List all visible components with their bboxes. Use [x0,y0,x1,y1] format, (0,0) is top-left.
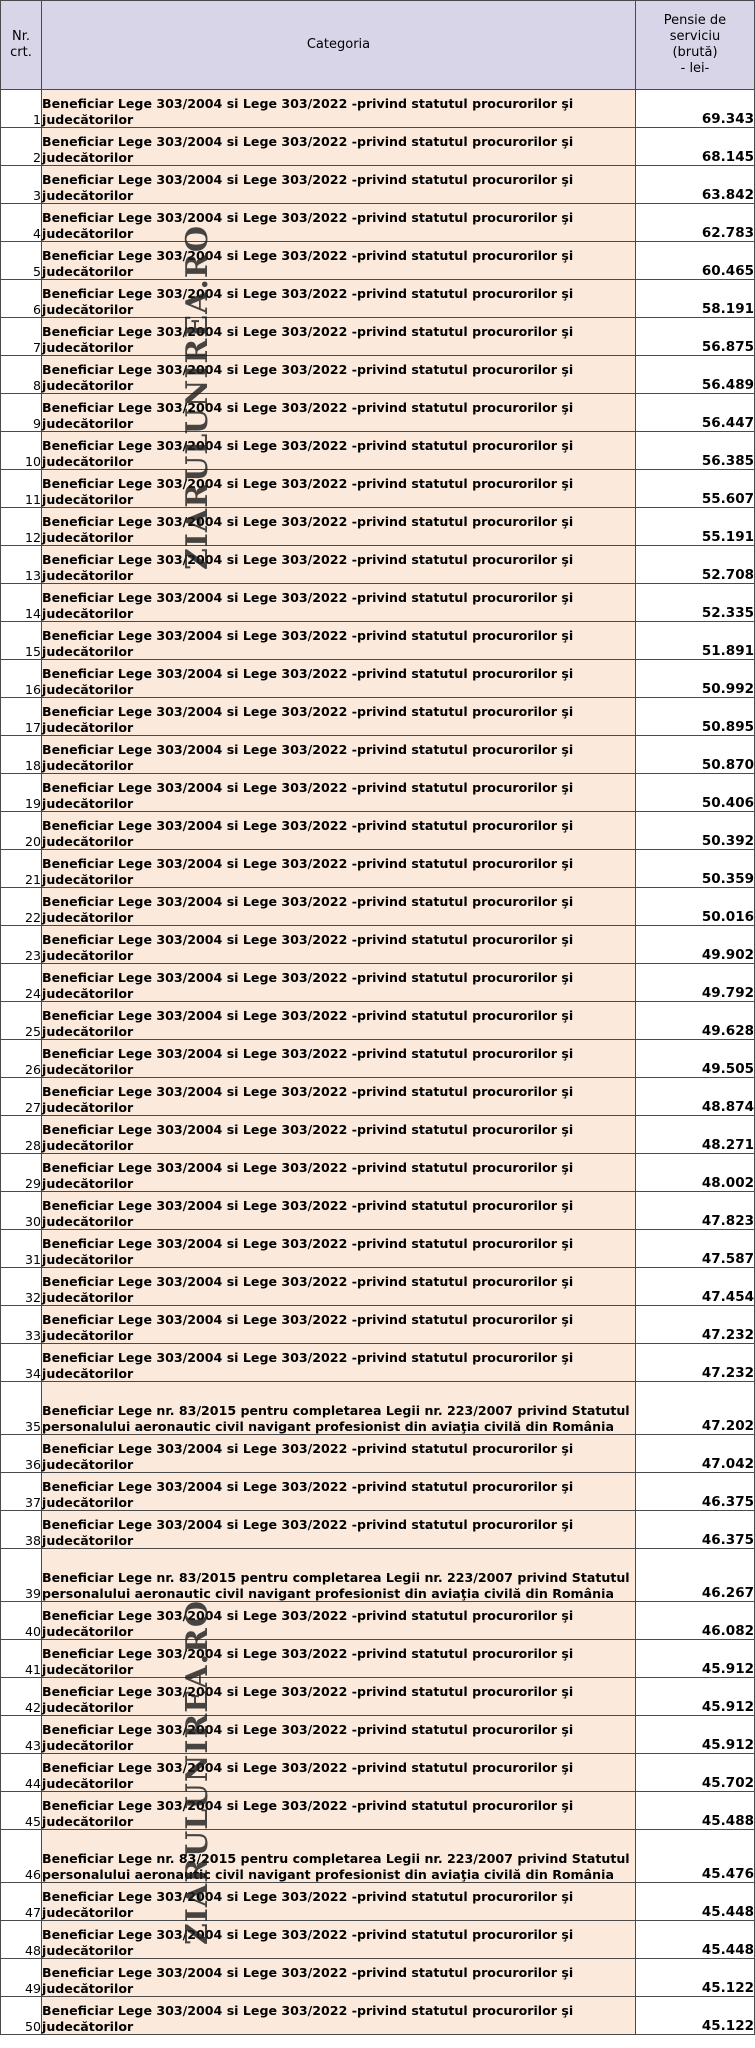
row-category: Beneficiar Lege 303/2004 si Lege 303/2022 -privind statutul procurorilor şi judecătorilor [42,926,636,964]
row-category: Beneficiar Lege 303/2004 si Lege 303/2022 -privind statutul procurorilor şi judecătorilor [42,508,636,546]
row-number: 47 [1,1883,42,1921]
row-pension-value: 45.448 [636,1921,755,1959]
row-category: Beneficiar Lege 303/2004 si Lege 303/2022 -privind statutul procurorilor şi judecătorilor [42,1921,636,1959]
table-row [1,1306,755,1344]
header-category [42,1,636,90]
row-number: 42 [1,1678,42,1716]
row-category: Beneficiar Lege 303/2004 si Lege 303/2022 -privind statutul procurorilor şi judecătorilor [42,356,636,394]
row-number: 28 [1,1116,42,1154]
table-row [1,318,755,356]
row-number: 39 [1,1549,42,1602]
row-number: 23 [1,926,42,964]
row-pension-value: 69.343 [636,90,755,128]
row-category: Beneficiar Lege 303/2004 si Lege 303/2022 -privind statutul procurorilor şi judecătorilor [42,774,636,812]
table-row [1,280,755,318]
table-row [1,508,755,546]
row-category: Beneficiar Lege 303/2004 si Lege 303/2022 -privind statutul procurorilor şi judecătorilor [42,1640,636,1678]
watermark-upper: ZIARULUNIREA.RO [180,225,215,570]
table-row [1,1002,755,1040]
row-pension-value: 55.607 [636,470,755,508]
row-category: Beneficiar Lege 303/2004 si Lege 303/2022 -privind statutul procurorilor şi judecătorilor [42,1002,636,1040]
row-pension-value: 47.042 [636,1435,755,1473]
row-number: 32 [1,1268,42,1306]
table-row [1,1473,755,1511]
table-row [1,1678,755,1716]
row-pension-value: 45.488 [636,1792,755,1830]
row-number: 36 [1,1435,42,1473]
row-category: Beneficiar Lege 303/2004 si Lege 303/2022 -privind statutul procurorilor şi judecătorilor [42,1268,636,1306]
row-pension-value: 60.465 [636,242,755,280]
row-number: 35 [1,1382,42,1435]
table-row [1,1716,755,1754]
row-category: Beneficiar Lege 303/2004 si Lege 303/2022 -privind statutul procurorilor şi judecătorilor [42,584,636,622]
row-category: Beneficiar Lege 303/2004 si Lege 303/2022 -privind statutul procurorilor şi judecătorilor [42,1792,636,1830]
row-pension-value: 45.448 [636,1883,755,1921]
row-category: Beneficiar Lege 303/2004 si Lege 303/2022 -privind statutul procurorilor şi judecătorilor [42,964,636,1002]
row-pension-value: 45.912 [636,1716,755,1754]
row-pension-value: 45.122 [636,1997,755,2035]
row-category: Beneficiar Lege 303/2004 si Lege 303/2022 -privind statutul procurorilor şi judecătorilor [42,394,636,432]
row-number: 8 [1,356,42,394]
row-pension-value: 49.505 [636,1040,755,1078]
row-number: 6 [1,280,42,318]
table-row [1,470,755,508]
table-row [1,774,755,812]
header-pension [636,1,755,90]
row-pension-value: 56.385 [636,432,755,470]
table-row [1,622,755,660]
row-number: 2 [1,128,42,166]
row-pension-value: 55.191 [636,508,755,546]
table-row [1,584,755,622]
row-number: 41 [1,1640,42,1678]
header-nr-crt [1,1,42,90]
row-category: Beneficiar Lege 303/2004 si Lege 303/2022 -privind statutul procurorilor şi judecătorilor [42,1078,636,1116]
row-category: Beneficiar Lege 303/2004 si Lege 303/2022 -privind statutul procurorilor şi judecătorilor [42,1997,636,2035]
row-number: 14 [1,584,42,622]
table-row [1,1040,755,1078]
row-number: 48 [1,1921,42,1959]
row-number: 4 [1,204,42,242]
table-row [1,1959,755,1997]
table-row [1,1192,755,1230]
table-row [1,736,755,774]
row-category: Beneficiar Lege 303/2004 si Lege 303/2022 -privind statutul procurorilor şi judecătorilor [42,1511,636,1549]
row-category: Beneficiar Lege 303/2004 si Lege 303/2022 -privind statutul procurorilor şi judecătorilor [42,204,636,242]
row-pension-value: 62.783 [636,204,755,242]
header-pension-label: Pensie de serviciu (brută) - lei- [663,13,727,76]
row-pension-value: 50.392 [636,812,755,850]
row-category: Beneficiar Lege 303/2004 si Lege 303/2022 -privind statutul procurorilor şi judecătorilor [42,318,636,356]
row-category: Beneficiar Lege 303/2004 si Lege 303/2022 -privind statutul procurorilor şi judecătorilor [42,736,636,774]
row-pension-value: 48.874 [636,1078,755,1116]
table-row [1,1602,755,1640]
row-category: Beneficiar Lege 303/2004 si Lege 303/2022 -privind statutul procurorilor şi judecătorilor [42,1754,636,1792]
table-row [1,394,755,432]
row-category: Beneficiar Lege nr. 83/2015 pentru completarea Legii nr. 223/2007 privind Statutul personalului aeronautic civil navigant profesionist din aviaţia civilă din România [42,1382,636,1435]
row-category: Beneficiar Lege 303/2004 si Lege 303/2022 -privind statutul procurorilor şi judecătorilor [42,888,636,926]
row-pension-value: 49.902 [636,926,755,964]
row-number: 7 [1,318,42,356]
row-category: Beneficiar Lege nr. 83/2015 pentru completarea Legii nr. 223/2007 privind Statutul personalului aeronautic civil navigant profesionist din aviaţia civilă din România [42,1830,636,1883]
row-number: 10 [1,432,42,470]
row-category: Beneficiar Lege 303/2004 si Lege 303/2022 -privind statutul procurorilor şi judecătorilor [42,432,636,470]
row-pension-value: 48.002 [636,1154,755,1192]
row-number: 26 [1,1040,42,1078]
row-category: Beneficiar Lege 303/2004 si Lege 303/2022 -privind statutul procurorilor şi judecătorilor [42,1473,636,1511]
table-row [1,812,755,850]
row-pension-value: 45.912 [636,1678,755,1716]
row-number: 17 [1,698,42,736]
row-category: Beneficiar Lege 303/2004 si Lege 303/2022 -privind statutul procurorilor şi judecătorilor [42,1040,636,1078]
table-row [1,888,755,926]
table-row [1,1830,755,1883]
table-row [1,356,755,394]
table-row [1,1154,755,1192]
row-category: Beneficiar Lege 303/2004 si Lege 303/2022 -privind statutul procurorilor şi judecătorilor [42,1602,636,1640]
row-pension-value: 50.870 [636,736,755,774]
row-pension-value: 58.191 [636,280,755,318]
table-row [1,1344,755,1382]
table-row [1,1382,755,1435]
row-category: Beneficiar Lege nr. 83/2015 pentru completarea Legii nr. 223/2007 privind Statutul personalului aeronautic civil navigant profesionist din aviaţia civilă din România [42,1549,636,1602]
row-number: 21 [1,850,42,888]
row-number: 46 [1,1830,42,1883]
table-row [1,660,755,698]
table-row [1,90,755,128]
table-row [1,546,755,584]
row-category: Beneficiar Lege 303/2004 si Lege 303/2022 -privind statutul procurorilor şi judecătorilor [42,622,636,660]
row-number: 50 [1,1997,42,2035]
row-pension-value: 46.375 [636,1511,755,1549]
row-number: 20 [1,812,42,850]
table-header-row [1,1,755,90]
row-pension-value: 50.406 [636,774,755,812]
row-pension-value: 56.875 [636,318,755,356]
row-category: Beneficiar Lege 303/2004 si Lege 303/2022 -privind statutul procurorilor şi judecătorilor [42,1435,636,1473]
row-pension-value: 47.823 [636,1192,755,1230]
row-category: Beneficiar Lege 303/2004 si Lege 303/2022 -privind statutul procurorilor şi judecătorilor [42,1678,636,1716]
row-category: Beneficiar Lege 303/2004 si Lege 303/2022 -privind statutul procurorilor şi judecătorilor [42,1306,636,1344]
row-number: 1 [1,90,42,128]
row-category: Beneficiar Lege 303/2004 si Lege 303/2022 -privind statutul procurorilor şi judecătorilor [42,812,636,850]
row-number: 38 [1,1511,42,1549]
table-row [1,1230,755,1268]
row-pension-value: 45.912 [636,1640,755,1678]
row-category: Beneficiar Lege 303/2004 si Lege 303/2022 -privind statutul procurorilor şi judecătorilor [42,470,636,508]
table-row [1,242,755,280]
table-row [1,128,755,166]
row-pension-value: 63.842 [636,166,755,204]
row-category: Beneficiar Lege 303/2004 si Lege 303/2022 -privind statutul procurorilor şi judecătorilor [42,660,636,698]
row-pension-value: 50.895 [636,698,755,736]
row-number: 15 [1,622,42,660]
row-number: 25 [1,1002,42,1040]
row-pension-value: 52.708 [636,546,755,584]
row-category: Beneficiar Lege 303/2004 si Lege 303/2022 -privind statutul procurorilor şi judecătorilor [42,128,636,166]
row-pension-value: 47.202 [636,1382,755,1435]
row-category: Beneficiar Lege 303/2004 si Lege 303/2022 -privind statutul procurorilor şi judecătorilor [42,1959,636,1997]
row-number: 5 [1,242,42,280]
row-number: 44 [1,1754,42,1792]
table-row [1,964,755,1002]
table-body [1,90,755,2035]
row-category: Beneficiar Lege 303/2004 si Lege 303/2022 -privind statutul procurorilor şi judecătorilor [42,546,636,584]
table-row [1,1997,755,2035]
watermark-lower: ZIARULUNIREA.RO [180,1600,215,1945]
row-category: Beneficiar Lege 303/2004 si Lege 303/2022 -privind statutul procurorilor şi judecătorilor [42,280,636,318]
row-number: 9 [1,394,42,432]
row-category: Beneficiar Lege 303/2004 si Lege 303/2022 -privind statutul procurorilor şi judecătorilor [42,1154,636,1192]
row-number: 22 [1,888,42,926]
table-row [1,1116,755,1154]
table-row [1,1754,755,1792]
table-row [1,1883,755,1921]
row-number: 19 [1,774,42,812]
row-category: Beneficiar Lege 303/2004 si Lege 303/2022 -privind statutul procurorilor şi judecătorilor [42,698,636,736]
row-number: 11 [1,470,42,508]
table-row [1,1921,755,1959]
row-number: 34 [1,1344,42,1382]
row-pension-value: 48.271 [636,1116,755,1154]
table-row [1,166,755,204]
row-number: 3 [1,166,42,204]
row-pension-value: 46.082 [636,1602,755,1640]
row-category: Beneficiar Lege 303/2004 si Lege 303/2022 -privind statutul procurorilor şi judecătorilor [42,166,636,204]
row-pension-value: 68.145 [636,128,755,166]
row-pension-value: 45.122 [636,1959,755,1997]
table-row [1,850,755,888]
row-category: Beneficiar Lege 303/2004 si Lege 303/2022 -privind statutul procurorilor şi judecătorilor [42,242,636,280]
row-number: 13 [1,546,42,584]
row-number: 49 [1,1959,42,1997]
row-pension-value: 56.447 [636,394,755,432]
header-nr-label: Nr. crt. [10,29,32,60]
table-row [1,1268,755,1306]
table-row [1,926,755,964]
row-number: 30 [1,1192,42,1230]
row-category: Beneficiar Lege 303/2004 si Lege 303/2022 -privind statutul procurorilor şi judecătorilor [42,1230,636,1268]
row-pension-value: 47.587 [636,1230,755,1268]
row-pension-value: 49.628 [636,1002,755,1040]
row-pension-value: 56.489 [636,356,755,394]
row-number: 31 [1,1230,42,1268]
row-number: 37 [1,1473,42,1511]
table-row [1,432,755,470]
row-pension-value: 51.891 [636,622,755,660]
row-number: 40 [1,1602,42,1640]
row-pension-value: 47.454 [636,1268,755,1306]
row-category: Beneficiar Lege 303/2004 si Lege 303/2022 -privind statutul procurorilor şi judecătorilor [42,1716,636,1754]
row-pension-value: 50.359 [636,850,755,888]
table-row [1,1078,755,1116]
row-number: 16 [1,660,42,698]
table-row [1,1511,755,1549]
row-category: Beneficiar Lege 303/2004 si Lege 303/2022 -privind statutul procurorilor şi judecătorilor [42,1883,636,1921]
row-category: Beneficiar Lege 303/2004 si Lege 303/2022 -privind statutul procurorilor şi judecătorilor [42,1116,636,1154]
row-category: Beneficiar Lege 303/2004 si Lege 303/2022 -privind statutul procurorilor şi judecătorilor [42,90,636,128]
row-pension-value: 47.232 [636,1344,755,1382]
row-number: 45 [1,1792,42,1830]
table-row [1,1435,755,1473]
row-number: 18 [1,736,42,774]
header-category-label: Categoria [306,37,371,52]
table-row [1,204,755,242]
row-pension-value: 46.375 [636,1473,755,1511]
row-number: 24 [1,964,42,1002]
table-row [1,698,755,736]
row-pension-value: 50.992 [636,660,755,698]
row-number: 29 [1,1154,42,1192]
row-category: Beneficiar Lege 303/2004 si Lege 303/2022 -privind statutul procurorilor şi judecătorilor [42,1192,636,1230]
row-number: 12 [1,508,42,546]
table-row [1,1640,755,1678]
row-pension-value: 45.702 [636,1754,755,1792]
row-pension-value: 46.267 [636,1549,755,1602]
row-pension-value: 45.476 [636,1830,755,1883]
row-number: 27 [1,1078,42,1116]
row-pension-value: 49.792 [636,964,755,1002]
row-number: 33 [1,1306,42,1344]
row-pension-value: 47.232 [636,1306,755,1344]
row-category: Beneficiar Lege 303/2004 si Lege 303/2022 -privind statutul procurorilor şi judecătorilor [42,850,636,888]
row-number: 43 [1,1716,42,1754]
row-pension-value: 52.335 [636,584,755,622]
row-pension-value: 50.016 [636,888,755,926]
table-row [1,1792,755,1830]
row-category: Beneficiar Lege 303/2004 si Lege 303/2022 -privind statutul procurorilor şi judecătorilor [42,1344,636,1382]
table-row [1,1549,755,1602]
